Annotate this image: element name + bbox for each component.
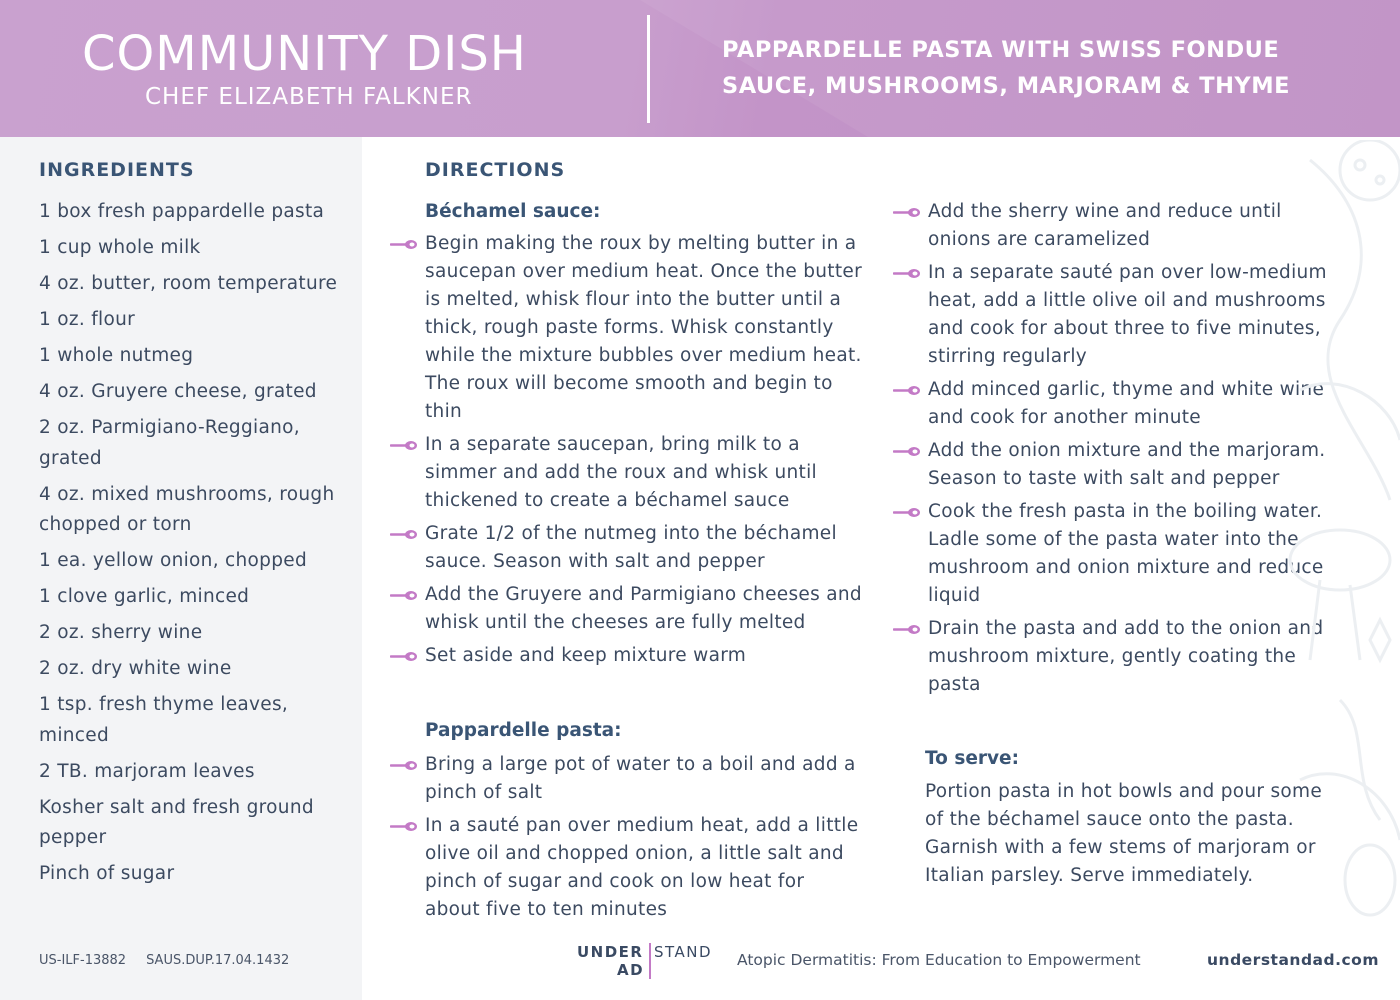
- direction-step-text: In a sauté pan over medium heat, add a little olive oil and chopped onion, a little salt and pinch of sugar and cook on low heat for about five to ten minutes: [425, 815, 859, 920]
- pasta-steps-continued: [893, 198, 1333, 704]
- ingredient-item: 4 oz. mixed mushrooms, rough chopped or torn: [39, 483, 335, 535]
- ingredient-item: 2 oz. dry white wine: [39, 658, 232, 679]
- logo-bar: [649, 943, 651, 979]
- footer-url[interactable]: understandad.com: [1207, 951, 1379, 969]
- code-ilf: US-ILF-13882: [39, 953, 127, 968]
- code-saus: SAUS.DUP.17.04.1432: [146, 953, 290, 968]
- ingredient-item: 1 clove garlic, minced: [39, 586, 250, 607]
- ingredient-item: 1 ea. yellow onion, chopped: [39, 550, 307, 571]
- direction-step: [893, 259, 1333, 371]
- serve-heading: To serve:: [925, 748, 1019, 769]
- ingredient-item: 1 oz. flour: [39, 309, 136, 330]
- dish-title-line-2: SAUCE, MUSHROOMS, MARJORAM & THYME: [722, 73, 1290, 99]
- direction-step-text: Add the Gruyere and Parmigiano cheeses and whisk until the cheeses are fully melted: [425, 584, 862, 633]
- direction-step: [390, 431, 865, 515]
- direction-step: [893, 198, 1333, 254]
- whisk-bullet-icon: [893, 446, 921, 457]
- whisk-bullet-icon: [893, 207, 921, 218]
- bechamel-heading: Béchamel sauce:: [425, 201, 601, 222]
- direction-step-text: Grate 1/2 of the nutmeg into the béchamel sauce. Season with salt and pepper: [425, 523, 837, 572]
- understand-ad-logo: [577, 943, 722, 983]
- direction-step-text: Begin making the roux by melting butter in a saucepan over medium heat. Once the butter is melted, whisk flour into the butter until a thick, rough paste forms. Whisk constantly while the mixture bubbles over medium heat. The roux will become smooth and begin to thin: [425, 233, 862, 422]
- direction-step-text: Cook the fresh pasta in the boiling water. Ladle some of the pasta water into the mushroom and onion mixture and reduce liquid: [928, 501, 1324, 606]
- ingredient-item: 1 tsp. fresh thyme leaves, minced: [39, 694, 289, 746]
- pasta-steps: [390, 751, 865, 929]
- ingredient-item: 4 oz. butter, room temperature: [39, 273, 338, 294]
- ingredient-item: 2 TB. marjoram leaves: [39, 760, 255, 782]
- direction-step: [390, 581, 865, 637]
- pasta-heading: Pappardelle pasta:: [425, 720, 622, 741]
- whisk-bullet-icon: [390, 590, 418, 601]
- whisk-bullet-icon: [893, 507, 921, 518]
- header-divider: [647, 15, 650, 123]
- footer-tagline: Atopic Dermatitis: From Education to Empowerment: [737, 951, 1141, 969]
- whisk-bullet-icon: [390, 239, 418, 250]
- direction-step: [390, 520, 865, 576]
- direction-step: [390, 230, 865, 426]
- direction-step-text: In a separate saucepan, bring milk to a simmer and add the roux and whisk until thickened to create a béchamel sauce: [425, 434, 817, 511]
- direction-step: [390, 751, 865, 807]
- herb-watermark: [1280, 140, 1400, 920]
- whisk-bullet-icon: [390, 760, 418, 771]
- whisk-bullet-icon: [390, 529, 418, 540]
- direction-step-text: In a separate sauté pan over low-medium heat, add a little olive oil and mushrooms and cook for about three to five minutes, stirring regularly: [928, 262, 1327, 367]
- direction-step: [893, 498, 1333, 610]
- whisk-bullet-icon: [390, 821, 418, 832]
- direction-step-text: Add the sherry wine and reduce until onions are caramelized: [928, 201, 1282, 250]
- dish-title: [722, 32, 1372, 104]
- dish-title-line-1: PAPPARDELLE PASTA WITH SWISS FONDUE: [722, 37, 1280, 63]
- document-codes: [39, 953, 289, 968]
- direction-step-text: Drain the pasta and add to the onion and mushroom mixture, gently coating the pasta: [928, 618, 1324, 695]
- serve-text: Portion pasta in hot bowls and pour some of the béchamel sauce onto the pasta. Garnish with a few stems of marjoram or Italian parsley. Serve immediately.: [925, 781, 1323, 886]
- whisk-bullet-icon: [390, 440, 418, 451]
- direction-step-text: Set aside and keep mixture warm: [425, 645, 747, 666]
- direction-step: [893, 615, 1333, 699]
- ingredient-item: 4 oz. Gruyere cheese, grated: [39, 381, 317, 402]
- logo-ad: AD: [617, 961, 645, 979]
- direction-step: [390, 812, 865, 924]
- directions-heading: DIRECTIONS: [425, 159, 566, 181]
- whisk-bullet-icon: [390, 651, 418, 662]
- ingredients-list: [39, 197, 351, 895]
- direction-step-text: Add minced garlic, thyme and white wine and cook for another minute: [928, 379, 1325, 428]
- direction-step: [390, 642, 865, 670]
- ingredient-item: 2 oz. Parmigiano-Reggiano, grated: [39, 417, 300, 469]
- ingredient-item: 1 box fresh pappardelle pasta: [39, 201, 325, 222]
- direction-step: [893, 376, 1333, 432]
- logo-under: UNDER: [577, 943, 644, 961]
- direction-step-text: Bring a large pot of water to a boil and add a pinch of salt: [425, 754, 856, 803]
- whisk-bullet-icon: [893, 385, 921, 396]
- chef-name: CHEF ELIZABETH FALKNER: [145, 84, 473, 110]
- page-title: COMMUNITY DISH: [82, 26, 527, 82]
- ingredients-heading: INGREDIENTS: [39, 159, 195, 181]
- ingredient-item: 2 oz. sherry wine: [39, 622, 203, 643]
- ingredient-item: Kosher salt and fresh ground pepper: [39, 796, 314, 848]
- ingredient-item: 1 whole nutmeg: [39, 345, 194, 366]
- direction-step: [893, 437, 1333, 493]
- whisk-bullet-icon: [893, 268, 921, 279]
- logo-stand: STAND: [654, 943, 713, 961]
- whisk-bullet-icon: [893, 624, 921, 635]
- header-banner: [0, 0, 1400, 137]
- direction-step-text: Add the onion mixture and the marjoram. Season to taste with salt and pepper: [928, 440, 1326, 489]
- ingredient-item: 1 cup whole milk: [39, 237, 201, 258]
- bechamel-steps: [390, 230, 865, 675]
- ingredient-item: Pinch of sugar: [39, 863, 175, 884]
